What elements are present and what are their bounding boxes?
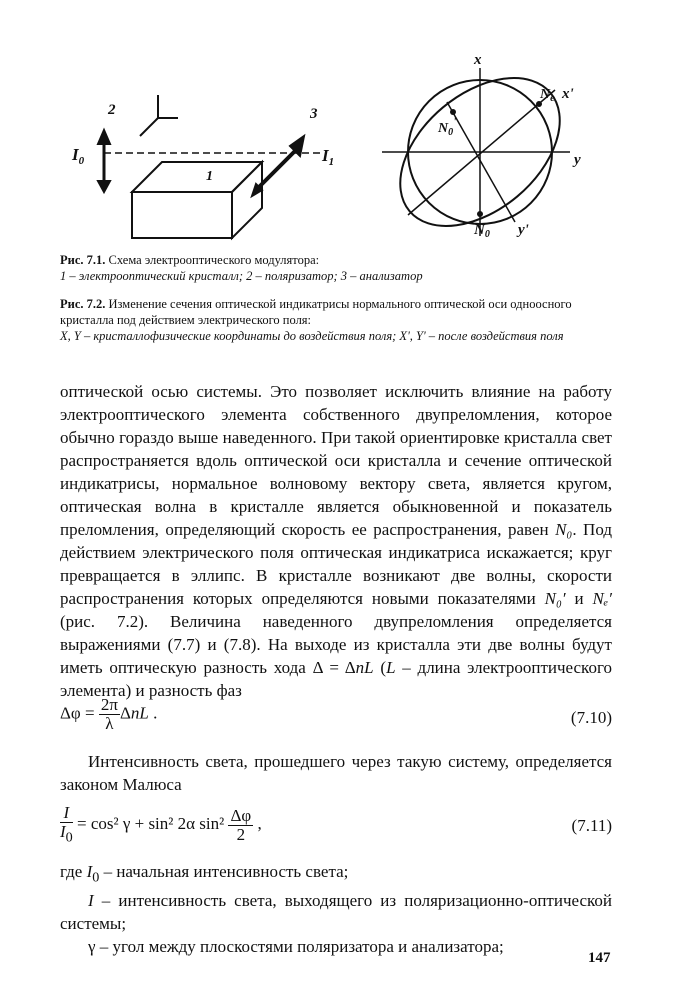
figures: [0, 40, 694, 250]
label-n0-prime: $N_0'$: [438, 114, 457, 138]
axis-diagonal: [140, 118, 158, 136]
label-x-prime: x': [562, 86, 574, 102]
crystal-front-face: [132, 192, 232, 238]
intersection-points: [450, 101, 542, 217]
label-n0: $N_0$: [474, 222, 490, 240]
caption-fig-7-1: Рис. 7.1. Схема электрооптического модулятора: 1 – электрооптический кристалл; 2 – поляризатор; 3 – анализатор: [60, 253, 423, 283]
definitions: где $I_0$ – начальная интенсивность света; I – интенсивность света, выходящего из поляризационно-оптической системы; γ – угол между плоскостями поляризатора и анализатора;: [60, 862, 612, 957]
paragraph-1: оптической осью системы. Это позволяет исключить влияние на работу электрооптического элемента собственного двупреломления, которое обычно гораздо выше наведенного. При такой ориентировке кристалла свет распространяется вдоль оптической оси кристалла и сечение оптической индикатрисы, нормальное волновому вектору света, является кругом, оптическая волна в кристалле является обыкновенной и показатель преломления, определяющий скорость ее распространения, равен N₀. Под действием электрического поля оптическая индикатриса искажается; круг превращается в эллипс. В кристалле возникают две волны, скорости распространения которых определяются новыми показателями N₀′ и Nₑ′ (рис. 7.2). Величина наведенного двупреломления определяется выражениями (7.7) и (7.8). На выходе из кристалла эти две волны будут иметь оптическую разность хода Δ = ΔnL (L – длина электрооптического элемента) и разность фаз: [60, 382, 612, 700]
analyzer-arrow-shaft: [258, 150, 296, 188]
equation-number: (7.10): [570, 708, 612, 727]
fig-7-1-modulator: [98, 95, 320, 238]
label-analyzer: 3: [310, 106, 318, 122]
label-x: x: [474, 52, 482, 68]
equation-7-11: $\frac{I}{I_0}$ = cos² γ + sin² 2α sin² $\frac{\Delta\varphi}{2}$ , (7.11): [60, 803, 612, 846]
label-ne-prime: $N_e$: [540, 87, 555, 104]
label-i1: $I_1$: [322, 146, 335, 168]
label-i0: $I_0$: [72, 145, 85, 167]
equation-7-10: Δφ = $\frac{2\pi}{\lambda}$ ΔnL . (7.10): [60, 695, 612, 733]
crystal-top-face: [132, 162, 262, 192]
label-crystal: 1: [206, 169, 213, 184]
page-number: 147: [588, 950, 611, 966]
label-polarizer: 2: [108, 102, 116, 118]
caption-fig-7-2: Рис. 7.2. Изменение сечения оптической индикатрисы нормального оптической оси одноосного кристалла под действием электрического поля: X, Y – кристаллофизические координаты до воздействия поля; X', Y' – после воздействия поля: [60, 297, 572, 343]
caption-label: Рис. 7.2.: [60, 297, 106, 311]
caption-legend: X, Y – кристаллофизические координаты до воздействия поля; X', Y' – после воздействия поля: [60, 329, 564, 343]
crystal-side-face: [232, 162, 262, 238]
figure-svg: [0, 40, 694, 250]
label-y-prime: y': [518, 222, 529, 238]
label-y: y: [574, 152, 581, 168]
caption-legend: 1 – электрооптический кристалл; 2 – поляризатор; 3 – анализатор: [60, 269, 423, 283]
equation-number: (7.11): [571, 816, 612, 835]
caption-label: Рис. 7.1.: [60, 253, 106, 267]
paragraph-2: Интенсивность света, прошедшего через такую систему, определяется законом Малюса: [60, 752, 612, 794]
polarizer-arrow-head: [98, 130, 110, 144]
y-prime-axis: [447, 102, 515, 222]
fig-7-2-indicatrix: [372, 48, 588, 250]
